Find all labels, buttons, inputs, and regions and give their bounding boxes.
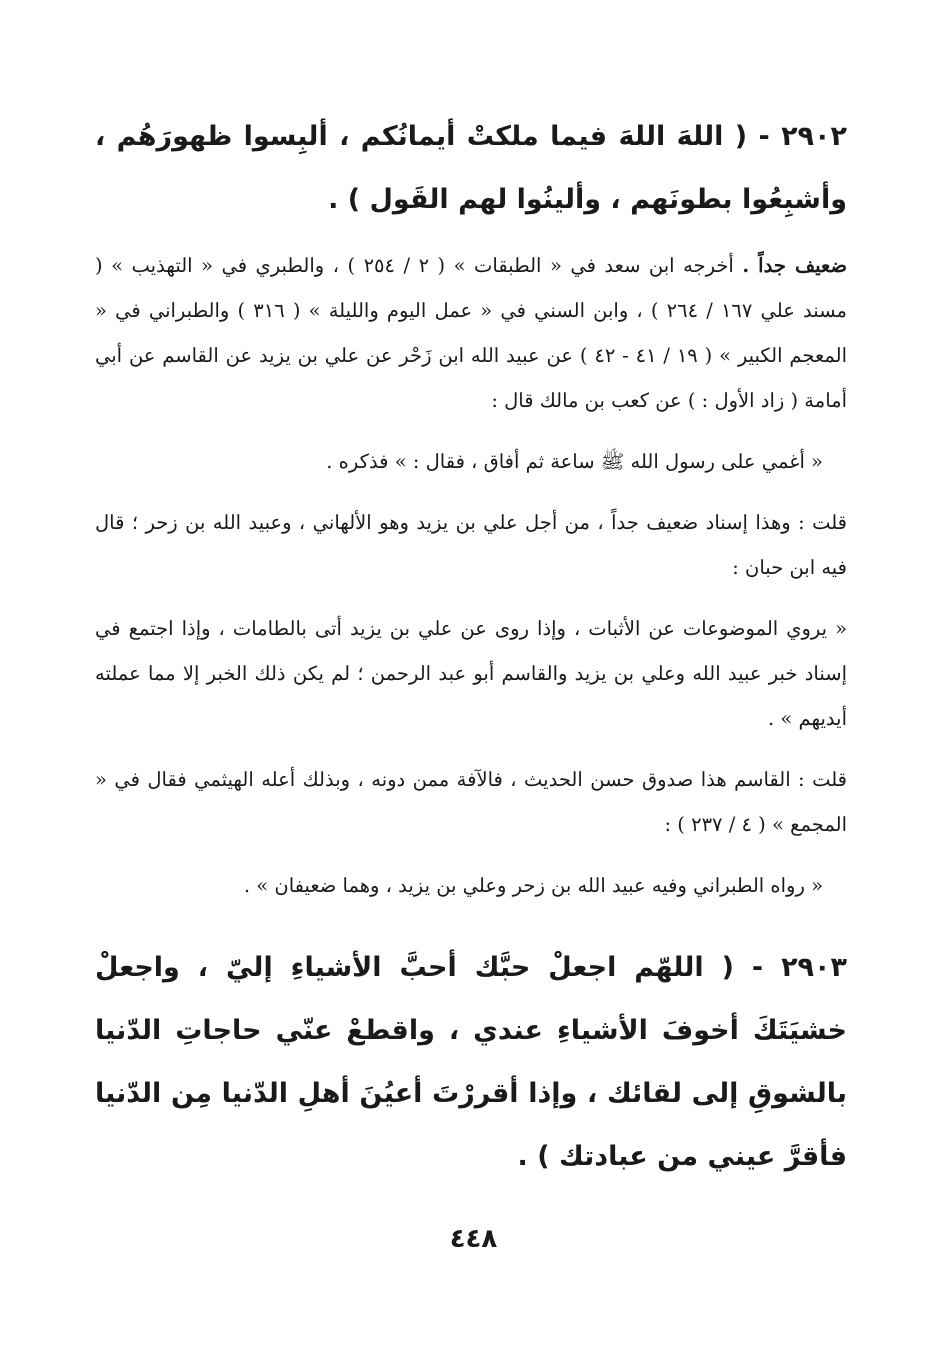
quote-haythami: « رواه الطبراني وفيه عبيد الله بن زحر وعلي بن يزيد ، وهما ضعيفان » . — [243, 874, 823, 897]
hadith-2902-grading — [95, 243, 847, 423]
comment-qasim: قلت : القاسم هذا صدوق حسن الحديث ، فالآفة ممن دونه ، وبذلك أعله الهيثمي فقال في « المجمع » ( ٤ / ٢٣٧ ) : — [95, 768, 847, 836]
quote-ibn-hibban: « يروي الموضوعات عن الأثبات ، وإذا روى عن علي بن يزيد أتى بالطامات ، وإذا اجتمع في إسناد خبر عبيد الله وعلي بن يزيد والقاسم أبو عبد الرحمن ؛ لم يكن ذلك الخبر إلا مما عملته أيديهم » . — [95, 617, 847, 730]
page-number: ٤٤٨ — [449, 1224, 498, 1254]
grading-label: ضعيف جداً . — [742, 254, 848, 277]
hadith-2902-heading: ٢٩٠٢ - ( اللهَ اللهَ فيما ملكتْ أيمانُكم ، ألبِسوا ظهورَهُم ، وأشبِعُوا بطونَهم ، وألينُوا لهم القَول ) . — [95, 121, 847, 215]
page-body — [95, 105, 847, 1200]
grading-text: أخرجه ابن سعد في « الطبقات » ( ٢ / ٢٥٤ ) ، والطبري في « التهذيب » ( مسند علي ١٦٧ / ٢٦٤ ) ، وابن السني في « عمل اليوم والليلة » ( ٣١٦ ) والطبراني في « المعجم الكبير » ( ١٩ / ٤١ - ٤٢ ) عن عبيد الله ابن زَحْر عن علي بن يزيد عن القاسم عن أبي أمامة ( زاد الأول : ) عن كعب بن مالك قال : — [95, 254, 847, 412]
comment-isnad-weakness: قلت : وهذا إسناد ضعيف جداً ، من أجل علي بن يزيد وهو الألهاني ، وعبيد الله بن زحر ؛ قال فيه ابن حبان : — [95, 511, 847, 579]
hadith-2903-heading: ٢٩٠٣ - ( اللهّم اجعلْ حبَّك أحبَّ الأشياءِ إليّ ، واجعلْ خشيَتَكَ أخوفَ الأشياءِ عندي ، واقطعْ عنّي حاجاتِ الدّنيا بالشوقِ إلى لقائك ، وإذا أقررْتَ أعيُنَ أهلِ الدّنيا مِن الدّنيا فأقرَّ عيني من عبادتك ) . — [95, 952, 847, 1172]
quote-fainting-narration: « أغمي على رسول الله ﷺ ساعة ثم أفاق ، فقال : » فذكره . — [326, 450, 823, 473]
